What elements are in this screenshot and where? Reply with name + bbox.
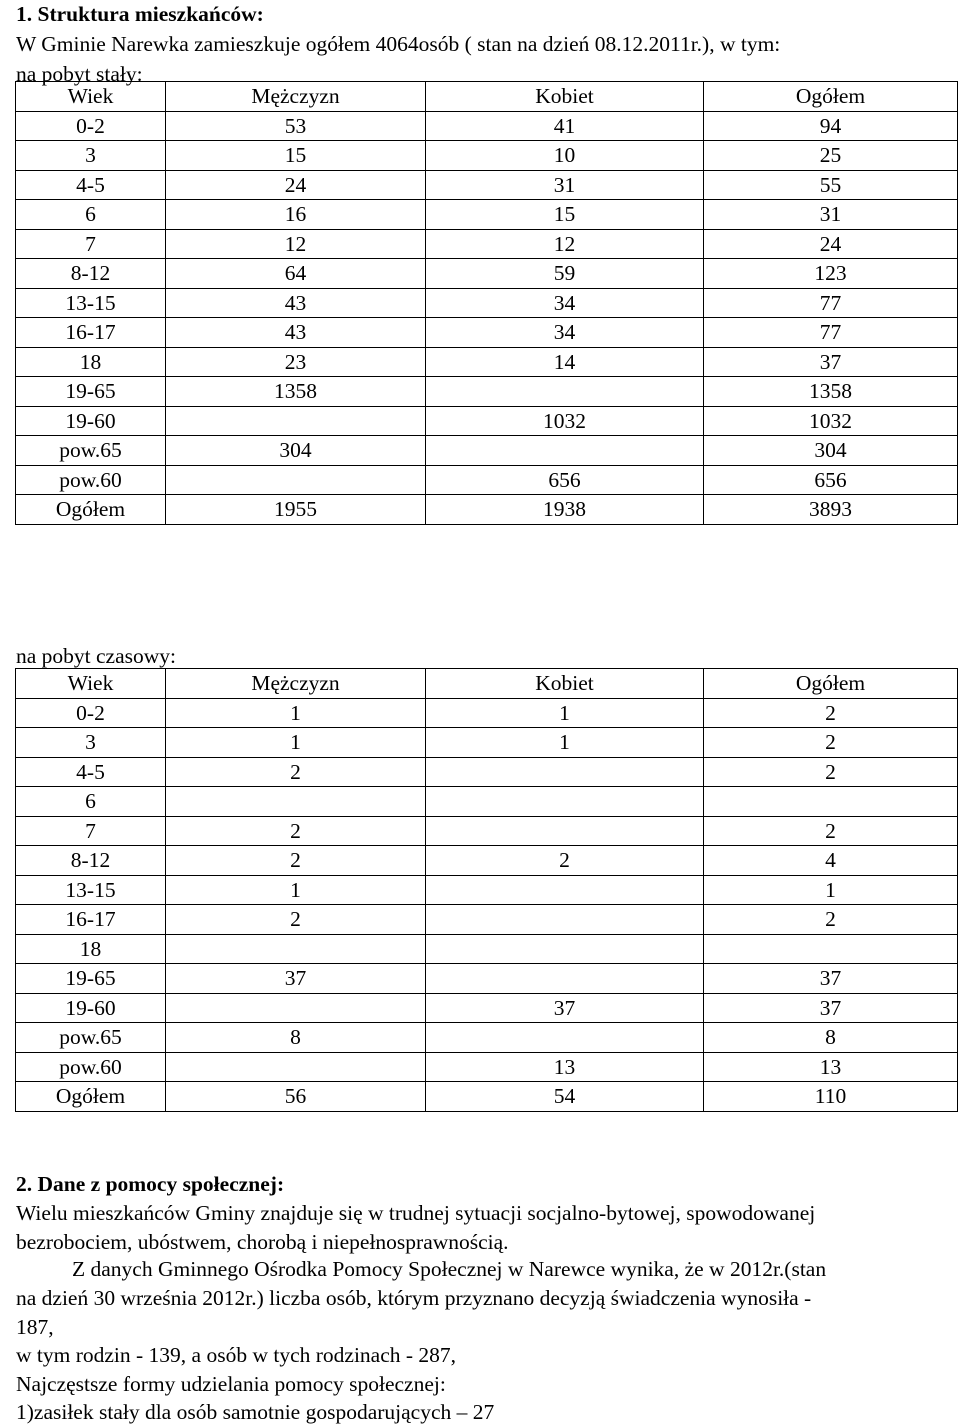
paragraph-2-line-3: 187, bbox=[16, 1315, 54, 1339]
table-row bbox=[16, 259, 958, 289]
table-row bbox=[16, 347, 958, 377]
cell-men: 1 bbox=[166, 728, 426, 758]
cell-age: Wiek bbox=[16, 669, 166, 699]
table-row bbox=[16, 728, 958, 758]
cell-men: 24 bbox=[166, 170, 426, 200]
family-count-text: w tym rodzin - 139, a osób w tych rodzinach - 287, bbox=[16, 1343, 457, 1367]
cell-men: 1955 bbox=[166, 495, 426, 525]
cell-total: 3893 bbox=[704, 495, 958, 525]
cell-men: Mężczyzn bbox=[166, 669, 426, 699]
paragraph-2-line-2: na dzień 30 września 2012r.) liczba osób, którym przyznano decyzją świadczenia wynosiła - bbox=[16, 1286, 812, 1310]
cell-total: 37 bbox=[704, 993, 958, 1023]
cell-age: 16-17 bbox=[16, 905, 166, 935]
paragraph-1-line-1: Wielu mieszkańców Gminy znajduje się w trudnej sytuacji socjalno-bytowej, spowodowanej bbox=[16, 1201, 816, 1225]
cell-total: 2 bbox=[704, 816, 958, 846]
cell-women: 34 bbox=[426, 288, 704, 318]
cell-men: 56 bbox=[166, 1082, 426, 1112]
cell-total: 123 bbox=[704, 259, 958, 289]
cell-men: 37 bbox=[166, 964, 426, 994]
cell-age: 13-15 bbox=[16, 288, 166, 318]
cell-women: 12 bbox=[426, 229, 704, 259]
cell-age: 7 bbox=[16, 816, 166, 846]
cell-men: 43 bbox=[166, 288, 426, 318]
cell-women bbox=[426, 436, 704, 466]
temporary-label: na pobyt czasowy: bbox=[16, 644, 177, 668]
cell-age: Wiek bbox=[16, 82, 166, 112]
cell-total: 94 bbox=[704, 111, 958, 141]
table-header-row bbox=[16, 82, 958, 112]
table-row bbox=[16, 229, 958, 259]
cell-age: 8-12 bbox=[16, 259, 166, 289]
cell-age: 7 bbox=[16, 229, 166, 259]
table-row bbox=[16, 111, 958, 141]
table-row bbox=[16, 170, 958, 200]
cell-age: 4-5 bbox=[16, 757, 166, 787]
cell-women bbox=[426, 1023, 704, 1053]
cell-women bbox=[426, 875, 704, 905]
cell-total: 31 bbox=[704, 200, 958, 230]
cell-women: 41 bbox=[426, 111, 704, 141]
cell-women bbox=[426, 816, 704, 846]
cell-men: 15 bbox=[166, 141, 426, 171]
cell-women bbox=[426, 377, 704, 407]
cell-total bbox=[704, 787, 958, 817]
cell-age: 19-65 bbox=[16, 377, 166, 407]
temporary-residents-table bbox=[15, 668, 958, 1112]
cell-total: Ogółem bbox=[704, 669, 958, 699]
cell-total: 8 bbox=[704, 1023, 958, 1053]
table-row bbox=[16, 318, 958, 348]
cell-total: 1 bbox=[704, 875, 958, 905]
cell-total: 656 bbox=[704, 465, 958, 495]
cell-men: 2 bbox=[166, 846, 426, 876]
cell-total: 37 bbox=[704, 347, 958, 377]
assistance-item-1: 1)zasiłek stały dla osób samotnie gospodarujących – 27 bbox=[16, 1400, 495, 1424]
cell-women: 1032 bbox=[426, 406, 704, 436]
cell-total bbox=[704, 934, 958, 964]
cell-total: 304 bbox=[704, 436, 958, 466]
cell-age: 4-5 bbox=[16, 170, 166, 200]
cell-women: 14 bbox=[426, 347, 704, 377]
cell-total: Ogółem bbox=[704, 82, 958, 112]
cell-total: 110 bbox=[704, 1082, 958, 1112]
cell-women: 37 bbox=[426, 993, 704, 1023]
cell-men: 2 bbox=[166, 905, 426, 935]
cell-women: 10 bbox=[426, 141, 704, 171]
cell-total: 2 bbox=[704, 757, 958, 787]
cell-age: 0-2 bbox=[16, 698, 166, 728]
cell-women bbox=[426, 934, 704, 964]
table-header-row bbox=[16, 669, 958, 699]
cell-women bbox=[426, 905, 704, 935]
table-row bbox=[16, 846, 958, 876]
cell-women: 1 bbox=[426, 698, 704, 728]
cell-men bbox=[166, 993, 426, 1023]
table-row bbox=[16, 141, 958, 171]
cell-men bbox=[166, 934, 426, 964]
cell-total: 2 bbox=[704, 905, 958, 935]
cell-age: Ogółem bbox=[16, 495, 166, 525]
cell-men: 1358 bbox=[166, 377, 426, 407]
cell-total: 1358 bbox=[704, 377, 958, 407]
table-row bbox=[16, 757, 958, 787]
section2-heading: 2. Dane z pomocy społecznej: bbox=[16, 1172, 285, 1196]
cell-women: 59 bbox=[426, 259, 704, 289]
cell-age: 3 bbox=[16, 141, 166, 171]
table-row bbox=[16, 288, 958, 318]
cell-men bbox=[166, 465, 426, 495]
table-row bbox=[16, 964, 958, 994]
cell-total: 2 bbox=[704, 698, 958, 728]
table-row bbox=[16, 1082, 958, 1112]
cell-men: 1 bbox=[166, 875, 426, 905]
table-row bbox=[16, 905, 958, 935]
table-row bbox=[16, 993, 958, 1023]
cell-age: 13-15 bbox=[16, 875, 166, 905]
cell-men: 2 bbox=[166, 757, 426, 787]
cell-total: 2 bbox=[704, 728, 958, 758]
cell-women bbox=[426, 757, 704, 787]
cell-total: 4 bbox=[704, 846, 958, 876]
cell-age: 18 bbox=[16, 934, 166, 964]
cell-men: 8 bbox=[166, 1023, 426, 1053]
cell-age: Ogółem bbox=[16, 1082, 166, 1112]
cell-men: 43 bbox=[166, 318, 426, 348]
paragraph-1-line-2: bezrobociem, ubóstwem, chorobą i niepełnosprawnością. bbox=[16, 1230, 509, 1254]
cell-women: 54 bbox=[426, 1082, 704, 1112]
cell-age: pow.60 bbox=[16, 465, 166, 495]
cell-men: 12 bbox=[166, 229, 426, 259]
paragraph-2-line-1: Z danych Gminnego Ośrodka Pomocy Społecznej w Narewce wynika, że w 2012r.(stan bbox=[72, 1257, 827, 1281]
table-row bbox=[16, 934, 958, 964]
cell-men: 2 bbox=[166, 816, 426, 846]
cell-age: 18 bbox=[16, 347, 166, 377]
cell-men: 304 bbox=[166, 436, 426, 466]
cell-women: 15 bbox=[426, 200, 704, 230]
cell-women: 31 bbox=[426, 170, 704, 200]
table-row bbox=[16, 875, 958, 905]
table-row bbox=[16, 495, 958, 525]
cell-total: 55 bbox=[704, 170, 958, 200]
table-row bbox=[16, 377, 958, 407]
cell-men: 23 bbox=[166, 347, 426, 377]
table-row bbox=[16, 200, 958, 230]
cell-age: 8-12 bbox=[16, 846, 166, 876]
cell-age: 16-17 bbox=[16, 318, 166, 348]
table-row bbox=[16, 1023, 958, 1053]
cell-women: 1 bbox=[426, 728, 704, 758]
table-row bbox=[16, 816, 958, 846]
cell-men: 53 bbox=[166, 111, 426, 141]
cell-men bbox=[166, 1052, 426, 1082]
table-row bbox=[16, 1052, 958, 1082]
cell-age: pow.60 bbox=[16, 1052, 166, 1082]
cell-men: 1 bbox=[166, 698, 426, 728]
cell-age: 6 bbox=[16, 200, 166, 230]
cell-age: 19-65 bbox=[16, 964, 166, 994]
table-row bbox=[16, 436, 958, 466]
cell-total: 77 bbox=[704, 318, 958, 348]
cell-women: 1938 bbox=[426, 495, 704, 525]
cell-men bbox=[166, 787, 426, 817]
cell-age: 3 bbox=[16, 728, 166, 758]
permanent-residents-table bbox=[15, 81, 958, 525]
permanent-label: na pobyt stały: bbox=[16, 62, 143, 86]
cell-men: Mężczyzn bbox=[166, 82, 426, 112]
table-row bbox=[16, 406, 958, 436]
cell-age: pow.65 bbox=[16, 1023, 166, 1053]
cell-total: 1032 bbox=[704, 406, 958, 436]
cell-women bbox=[426, 964, 704, 994]
cell-age: 0-2 bbox=[16, 111, 166, 141]
section1-heading: 1. Struktura mieszkańców: bbox=[16, 2, 264, 26]
cell-women: 34 bbox=[426, 318, 704, 348]
cell-total: 77 bbox=[704, 288, 958, 318]
intro-text: W Gminie Narewka zamieszkuje ogółem 4064osób ( stan na dzień 08.12.2011r.), w tym: bbox=[16, 32, 781, 56]
cell-men: 16 bbox=[166, 200, 426, 230]
assistance-forms-heading: Najczęstsze formy udzielania pomocy społecznej: bbox=[16, 1372, 446, 1396]
cell-total: 37 bbox=[704, 964, 958, 994]
cell-men: 64 bbox=[166, 259, 426, 289]
cell-women: 2 bbox=[426, 846, 704, 876]
cell-age: pow.65 bbox=[16, 436, 166, 466]
cell-women: 13 bbox=[426, 1052, 704, 1082]
cell-age: 19-60 bbox=[16, 993, 166, 1023]
cell-women: 656 bbox=[426, 465, 704, 495]
cell-total: 25 bbox=[704, 141, 958, 171]
table-row bbox=[16, 465, 958, 495]
cell-women: Kobiet bbox=[426, 82, 704, 112]
table-row bbox=[16, 698, 958, 728]
cell-women bbox=[426, 787, 704, 817]
cell-men bbox=[166, 406, 426, 436]
cell-total: 24 bbox=[704, 229, 958, 259]
cell-total: 13 bbox=[704, 1052, 958, 1082]
cell-age: 19-60 bbox=[16, 406, 166, 436]
cell-age: 6 bbox=[16, 787, 166, 817]
cell-women: Kobiet bbox=[426, 669, 704, 699]
table-row bbox=[16, 787, 958, 817]
